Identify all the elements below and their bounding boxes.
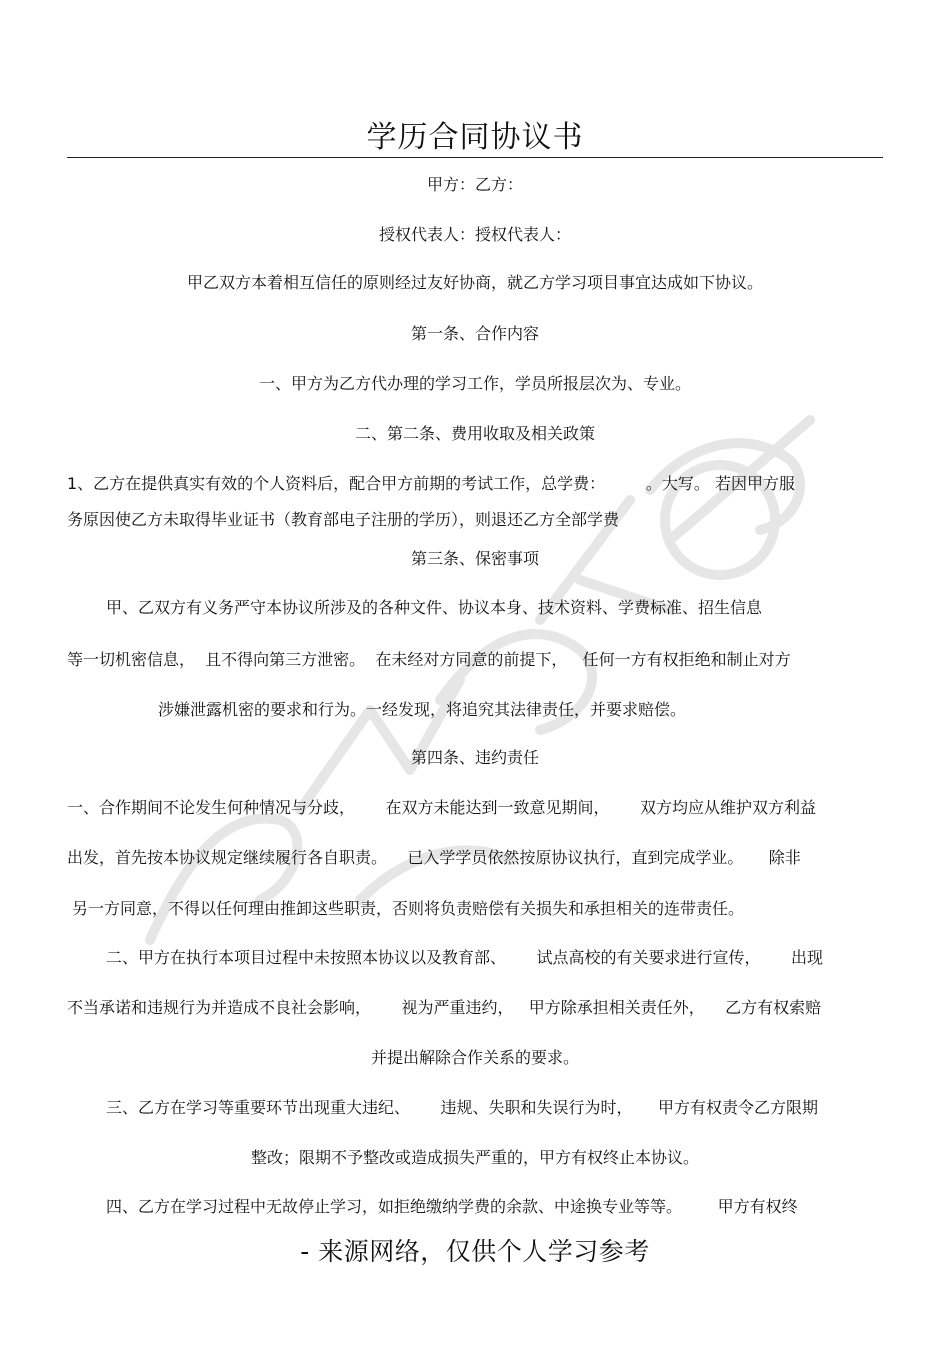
article3-line-1: 甲、乙双方有义务严守本协议所涉及的各种文件、协议本身、技术资料、学费标准、招生信息 <box>106 598 763 617</box>
article1-text: 一、甲方为乙方代办理的学习工作，学员所报层次为、专业。 <box>258 374 691 393</box>
article4-p1-line-1: 一、合作期间不论发生何种情况与分歧， 在双方未能达到一致意见期间， 双方均应从维护双方利益 <box>67 798 817 817</box>
source-footer: - 来源网络，仅供个人学习参考 <box>300 1237 650 1266</box>
article2-line-1: 1、乙方在提供真实有效的个人资料后，配合甲方前期的考试工作，总学费： 。大写。 若因甲方服 <box>67 474 795 493</box>
watermark-graphic <box>110 380 870 980</box>
article3-heading: 第三条、保密事项 <box>410 549 539 568</box>
article1-heading: 第一条、合作内容 <box>410 324 539 343</box>
intro-paragraph: 甲乙双方本着相互信任的原则经过友好协商，就乙方学习项目事宜达成如下协议。 <box>186 273 763 292</box>
article4-p2-line-3: 并提出解除合作关系的要求。 <box>370 1048 579 1067</box>
article4-p3-line-2: 整改；限期不予整改或造成损失严重的，甲方有权终止本协议。 <box>250 1148 699 1167</box>
article4-p1-line-3: 另一方同意，不得以任何理由推卸这些职责，否则将负责赔偿有关损失和承担相关的连带责任。 <box>72 899 745 918</box>
article4-p2-line-2: 不当承诺和违规行为并造成不良社会影响， 视为严重违约， 甲方除承担相关责任外， 乙方有权索赔 <box>67 998 822 1017</box>
article4-p1-line-2: 出发，首先按本协议规定继续履行各自职责。 已入学学员依然按原协议执行，直到完成学业。 除非 <box>67 848 801 867</box>
representatives-line: 授权代表人：授权代表人： <box>378 225 571 244</box>
article4-p2-line-1: 二、甲方在执行本项目过程中未按照本协议以及教育部、 试点高校的有关要求进行宣传， 出现 <box>106 948 824 967</box>
title-divider <box>67 157 883 158</box>
parties-line: 甲方：乙方： <box>426 175 523 194</box>
article2-line-2: 务原因使乙方未取得毕业证书（教育部电子注册的学历），则退还乙方全部学费 <box>67 510 620 529</box>
article3-line-3: 涉嫌泄露机密的要求和行为。一经发现，将追究其法律责任，并要求赔偿。 <box>158 700 687 719</box>
document-title: 学历合同协议书 <box>366 120 584 155</box>
article4-heading: 第四条、违约责任 <box>410 748 539 767</box>
article4-p4-line-1: 四、乙方在学习过程中无故停止学习，如拒绝缴纳学费的余款、中途换专业等等。 甲方有权终 <box>106 1197 798 1216</box>
article4-p3-line-1: 三、乙方在学习等重要环节出现重大违纪、 违规、失职和失误行为时， 甲方有权责令乙方限期 <box>106 1098 818 1117</box>
article2-heading: 二、第二条、费用收取及相关政策 <box>354 424 595 443</box>
article3-line-2: 等一切机密信息， 且不得向第三方泄密。 在未经对方同意的前提下， 任何一方有权拒绝和制止对方 <box>67 650 791 669</box>
